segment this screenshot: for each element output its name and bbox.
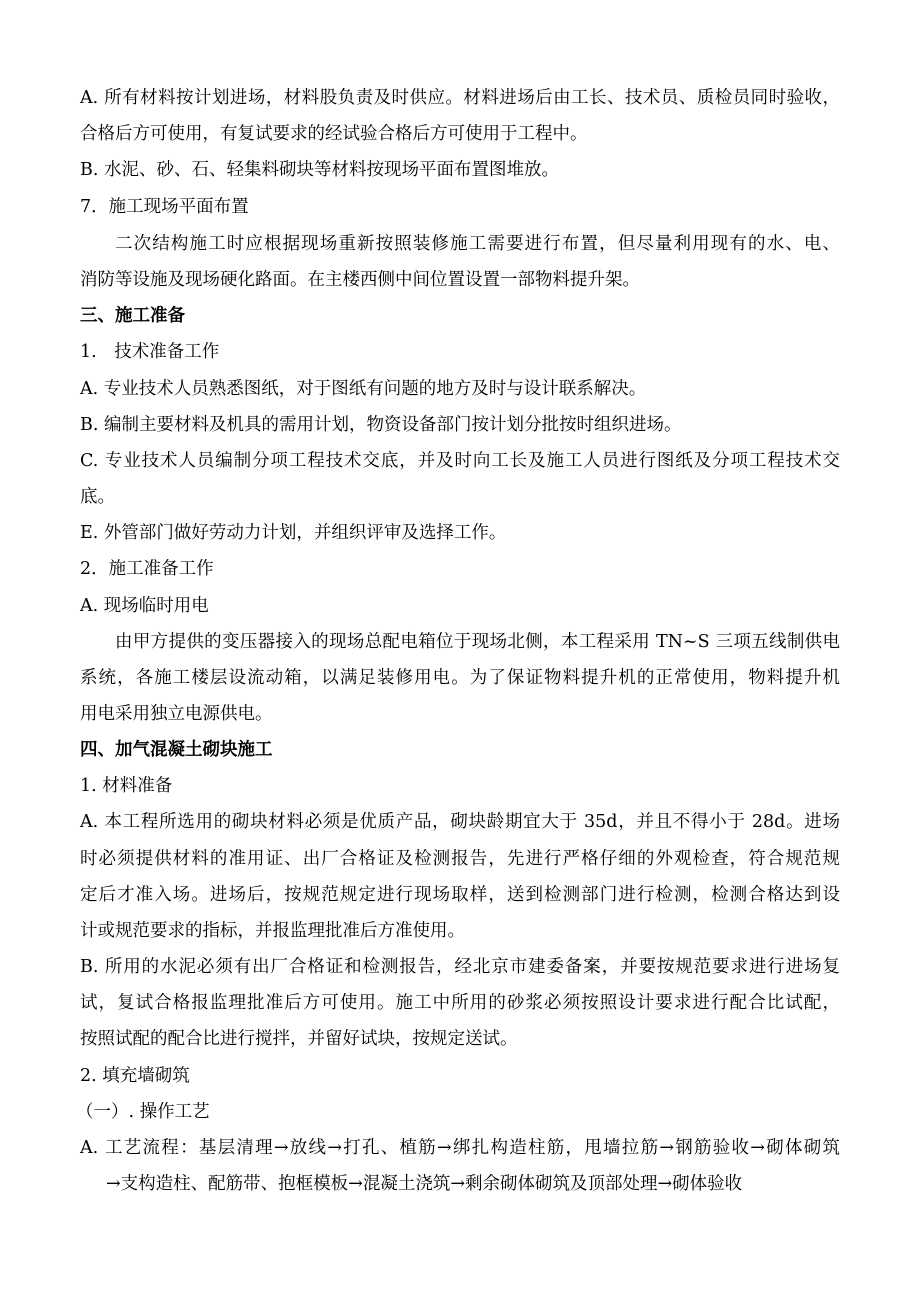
paragraph-line: 合格后方可使用，有复试要求的经试验合格后方可使用于工程中。 bbox=[80, 124, 588, 144]
paragraph-line: 计或规范要求的指标，并报监理批准后方准使用。 bbox=[80, 921, 465, 941]
list-item: A. 本工程所选用的砌块材料必须是优质产品，砌块龄期宜大于 35d，并且不得小于 28d。进场 bbox=[80, 812, 840, 832]
paragraph-line: 按照试配的配合比进行搅拌，并留好试块，按规定送试。 bbox=[80, 1029, 518, 1049]
paragraph-line: →支构造柱、配筋带、抱框模板→混凝土浇筑→剩余砌体砌筑及顶部处理→砌体验收 bbox=[106, 1174, 743, 1194]
subheading: 2．施工准备工作 bbox=[80, 559, 214, 579]
paragraph-line: 系统，各施工楼层设流动箱，以满足装修用电。为了保证物料提升机的正常使用，物料提升机 bbox=[80, 668, 840, 688]
paragraph-line: 时必须提供材料的准用证、出厂合格证及检测报告，先进行严格仔细的外观检查，符合规范规 bbox=[80, 849, 840, 869]
section-heading: 三、施工准备 bbox=[80, 306, 185, 326]
list-item: B. 编制主要材料及机具的需用计划，物资设备部门按计划分批按时组织进场。 bbox=[80, 415, 682, 435]
paragraph-line: 试，复试合格报监理批准后方可使用。施工中所用的砂浆必须按照设计要求进行配合比试配， bbox=[80, 993, 840, 1013]
paragraph-line: 用电采用独立电源供电。 bbox=[80, 704, 273, 724]
list-item: B. 所用的水泥必须有出厂合格证和检测报告，经北京市建委备案，并要按规范要求进行进场复 bbox=[80, 957, 840, 977]
subheading: 1. 技术准备工作 bbox=[80, 342, 220, 362]
paragraph-line: 由甲方提供的变压器接入的现场总配电箱位于现场北侧，本工程采用 TN~S 三项五线制供电 bbox=[115, 632, 840, 652]
subheading: 7．施工现场平面布置 bbox=[80, 197, 249, 217]
subheading: （一）. 操作工艺 bbox=[76, 1102, 210, 1122]
paragraph-line: 二次结构施工时应根据现场重新按照装修施工需要进行布置，但尽量利用现有的水、电、 bbox=[115, 234, 840, 254]
list-item: A. 现场临时用电 bbox=[80, 596, 209, 616]
list-item: B. 水泥、砂、石、轻集料砌块等材料按现场平面布置图堆放。 bbox=[80, 160, 559, 180]
list-item: A. 工艺流程：基层清理→放线→打孔、植筋→绑扎构造柱筋，甩墙拉筋→钢筋验收→砌体砌筑 bbox=[80, 1138, 840, 1158]
subheading: 2. 填充墙砌筑 bbox=[80, 1066, 190, 1086]
paragraph-line: 定后才准入场。进场后，按规范规定进行现场取样，送到检测部门进行检测，检测合格达到设 bbox=[80, 885, 840, 905]
paragraph-line: A. 所有材料按计划进场，材料股负责及时供应。材料进场后由工长、技术员、质检员同时验收， bbox=[80, 88, 840, 108]
list-item: C. 专业技术人员编制分项工程技术交底，并及时向工长及施工人员进行图纸及分项工程技术交 bbox=[80, 451, 840, 471]
list-item: A. 专业技术人员熟悉图纸，对于图纸有问题的地方及时与设计联系解决。 bbox=[80, 379, 647, 399]
subheading: 1. 材料准备 bbox=[80, 776, 173, 796]
section-heading: 四、加气混凝土砌块施工 bbox=[80, 740, 273, 760]
paragraph-line: 消防等设施及现场硬化路面。在主楼西侧中间位置设置一部物料提升架。 bbox=[80, 270, 640, 290]
paragraph-line: 底。 bbox=[80, 487, 115, 507]
list-item: E. 外管部门做好劳动力计划，并组织评审及选择工作。 bbox=[80, 523, 507, 543]
